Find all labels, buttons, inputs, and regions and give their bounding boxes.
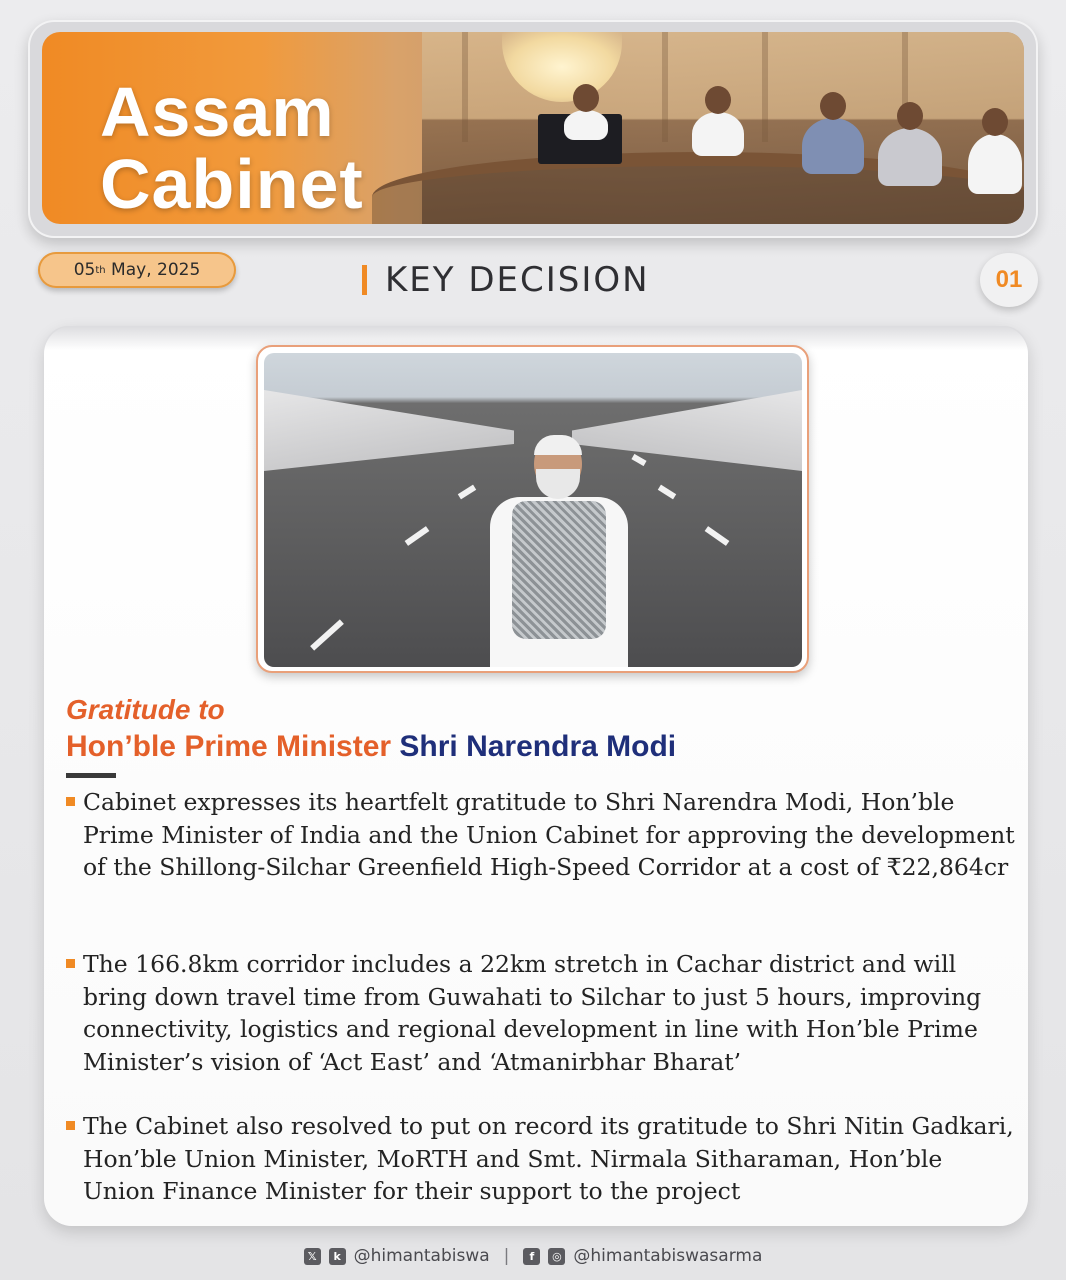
person <box>802 118 864 174</box>
wall-panel <box>662 32 668 142</box>
date-badge <box>38 252 236 288</box>
footer <box>0 1242 1066 1270</box>
person <box>564 110 608 140</box>
heading-line-2 <box>66 730 676 764</box>
bullet-text: Cabinet expresses its heartfelt gratitude to Shri Narendra Modi, Hon’ble Prime Minister of India and the Union Cabinet for approving the development of the Shillong-Silchar Greenfield High-Speed Corridor at a cost of ₹22,864cr <box>83 788 1015 881</box>
list-item <box>66 948 1016 1078</box>
lane-marking <box>631 454 646 466</box>
date-suffix: th <box>95 264 106 276</box>
list-item <box>66 1110 1016 1208</box>
person <box>968 134 1022 194</box>
fb-handle[interactable]: @himantabiswasarma <box>573 1246 763 1266</box>
section-accent-bar <box>362 265 367 295</box>
instagram-icon[interactable]: ◎ <box>548 1248 565 1265</box>
lane-marking <box>658 485 676 500</box>
photo-pm-on-highway <box>264 353 802 667</box>
bullet-square-icon <box>66 959 75 968</box>
lane-marking <box>405 526 430 546</box>
lane-marking <box>310 619 344 650</box>
heading-prefix: Hon’ble Prime Minister <box>66 730 400 763</box>
heading-line-1: Gratitude to <box>66 694 225 725</box>
x-handle[interactable]: @himantabiswa <box>353 1246 490 1266</box>
date-day: 05 <box>73 260 96 280</box>
bullet-text: The Cabinet also resolved to put on record its gratitude to Shri Nitin Gadkari, Hon’ble Union Minister, MoRTH and Smt. Nirmala Sitharaman, Hon’ble Union Finance Minister for their support to the project <box>83 1112 1014 1205</box>
page-title <box>100 73 364 223</box>
koo-icon[interactable]: k <box>329 1248 346 1265</box>
wall-panel <box>762 32 768 142</box>
bullet-square-icon <box>66 1121 75 1130</box>
bullet-square-icon <box>66 797 75 806</box>
footer-separator: | <box>503 1246 510 1266</box>
person-figure <box>486 435 632 667</box>
wall-panel <box>462 32 468 142</box>
heading-underline <box>66 773 116 778</box>
person <box>692 112 744 156</box>
section-label <box>362 258 650 302</box>
title-line-2: Cabinet <box>100 145 364 223</box>
list-item <box>66 786 1016 884</box>
lane-marking <box>458 485 476 500</box>
bridge-railing-left <box>264 381 514 471</box>
page-number-badge: 01 <box>980 253 1038 307</box>
facebook-icon[interactable]: f <box>523 1248 540 1265</box>
header-banner <box>42 32 1024 224</box>
section-label-text: KEY DECISION <box>385 260 650 300</box>
x-icon[interactable]: 𝕏 <box>304 1248 321 1265</box>
lane-marking <box>705 526 730 546</box>
date-rest: May, 2025 <box>105 260 201 280</box>
heading-name: Shri Narendra Modi <box>399 730 677 763</box>
title-line-1: Assam <box>100 73 335 151</box>
person <box>878 128 942 186</box>
bullet-text: The 166.8km corridor includes a 22km stretch in Cachar district and will bring down travel time from Guwahati to Silchar to just 5 hours, improving connectivity, logistics and regional development in line with Hon’ble Prime Minister’s vision of ‘Act East’ and ‘Atmanirbhar Bharat’ <box>83 950 982 1076</box>
